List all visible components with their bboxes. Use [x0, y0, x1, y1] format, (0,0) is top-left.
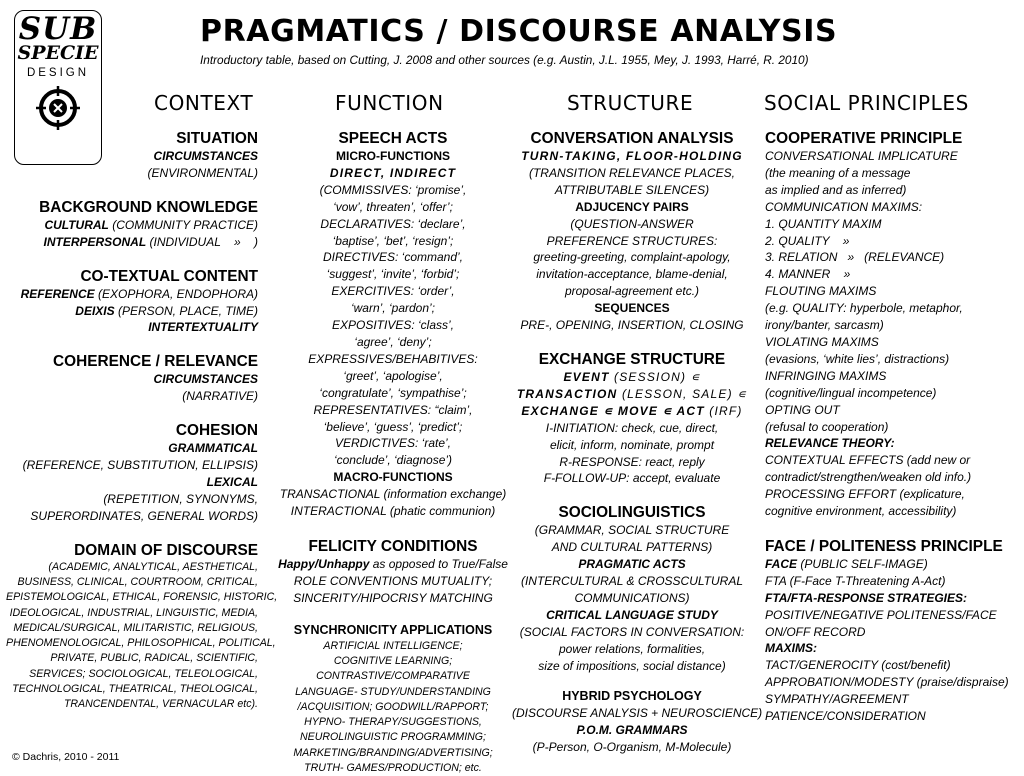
text-line: proposal-agreement etc.): [564, 284, 700, 299]
text-line: INTERTEXTUALITY: [148, 320, 258, 335]
text-line: CIRCUMSTANCES: [153, 372, 258, 387]
coop-line: CONVERSATIONAL IMPLICATURE: [765, 149, 958, 163]
text-line: ATTRIBUTABLE SILENCES): [554, 182, 710, 197]
speech-act-line: EXERCITIVES: ‘order’,: [331, 284, 455, 299]
text-line: I-INITIATION: check, cue, direct,: [545, 420, 719, 435]
section-title: SOCIOLINGUISTICS: [558, 504, 706, 522]
social-principles-column: [765, 129, 1020, 725]
text-line: TRANSACTIONAL (information exchange): [279, 487, 507, 502]
text-span: (IRF): [704, 403, 743, 418]
sync-line: TRUTH- GAMES/PRODUCTION; etc.: [304, 762, 482, 775]
coop-line: 3. RELATION » (RELEVANCE): [765, 250, 945, 265]
domain-line: EPISTEMOLOGICAL, ETHICAL, FORENSIC, HISTORIC,: [6, 591, 278, 604]
text-line: [6, 234, 258, 251]
section-title: HYBRID PSYCHOLOGY: [562, 689, 702, 704]
text-line: R-RESPONSE: react, reply: [559, 454, 705, 469]
text-span: Happy/Unhappy: [278, 556, 370, 571]
text-line: RELEVANCE THEORY:: [765, 436, 895, 451]
target-icon: [35, 85, 81, 131]
coop-line: FLOUTING MAXIMS: [765, 284, 877, 299]
text-line: (SOCIAL FACTORS IN CONVERSATION:: [519, 624, 745, 639]
speech-act-line: ‘greet’, ‘apologise’,: [343, 368, 443, 383]
text-line: [765, 556, 1020, 573]
sync-line: MARKETING/BRANDING/ADVERTISING;: [293, 746, 493, 759]
text-line: AND CULTURAL PATTERNS): [551, 540, 713, 555]
text-line: (QUESTION-ANSWER: [570, 216, 694, 231]
section-title: FELICITY CONDITIONS: [308, 537, 478, 555]
section-title: EXCHANGE STRUCTURE: [538, 350, 726, 368]
speech-act-line: ‘congratulate’, ‘sympathise’;: [319, 385, 467, 400]
sync-line: LANGUAGE- STUDY/UNDERSTANDING: [295, 685, 491, 698]
speech-act-line: VERDICTIVES: ‘rate’,: [334, 436, 452, 451]
text-line: PATIENCE/CONSIDERATION: [765, 709, 926, 724]
section-title: COHERENCE / RELEVANCE: [53, 353, 258, 371]
text-line: INTERACTIONAL (phatic communion): [290, 504, 496, 519]
text-line: F-FOLLOW-UP: accept, evaluate: [543, 471, 721, 486]
section-title: FACE / POLITENESS PRINCIPLE: [765, 537, 1003, 555]
text-span: (EXOPHORA, ENDOPHORA): [94, 286, 258, 301]
text-line: (ENVIRONMENTAL): [147, 165, 258, 180]
text-line: MACRO-FUNCTIONS: [333, 470, 453, 485]
coop-line: irony/banter, sarcasm): [765, 318, 884, 333]
text-line: MICRO-FUNCTIONS: [336, 149, 450, 163]
section-title: SYNCHRONICITY APPLICATIONS: [293, 622, 493, 637]
header-context: CONTEXT: [154, 91, 254, 115]
speech-act-line: ‘agree’, ‘deny’;: [354, 334, 432, 349]
text-line: ADJUCENCY PAIRS: [575, 199, 689, 214]
text-span: (COMMUNITY PRACTICE): [108, 217, 258, 232]
speech-act-line: ‘vow’, threaten’, ‘offer’;: [333, 199, 453, 214]
text-line: TURN-TAKING, FLOOR-HOLDING: [521, 149, 743, 163]
coop-line: (refusal to cooperation): [765, 419, 889, 434]
coop-line: (evasions, ‘white lies’, distractions): [765, 351, 950, 366]
logo-specie: SPECIE: [17, 42, 99, 64]
text-span: (LESSON, SALE) ∊: [617, 386, 748, 401]
text-span: (INDIVIDUAL » ): [146, 234, 258, 249]
text-line: COMMUNICATIONS): [574, 590, 690, 605]
text-line: GRAMMATICAL: [168, 441, 258, 456]
text-line: (REFERENCE, SUBSTITUTION, ELLIPSIS): [22, 458, 258, 473]
page-title: PRAGMATICS / DISCOURSE ANALYSIS: [200, 14, 838, 49]
sync-line: ARTIFICIAL INTELLIGENCE;: [323, 639, 463, 652]
text-line: (GRAMMAR, SOCIAL STRUCTURE: [534, 523, 730, 538]
domain-line: IDEOLOGICAL, INDUSTRIAL, LINGUISTIC, MEDIA,: [9, 606, 258, 619]
text-line: (NARRATIVE): [182, 389, 258, 404]
text-line: LEXICAL: [206, 474, 258, 489]
header-structure: STRUCTURE: [567, 91, 694, 115]
text-line: (DISCOURSE ANALYSIS + NEUROSCIENCE): [512, 706, 763, 721]
text-line: CIRCUMSTANCES: [153, 149, 258, 163]
text-line: ROLE CONVENTIONS MUTUALITY;: [293, 573, 493, 588]
function-column: [266, 129, 520, 776]
text-line: CRITICAL LANGUAGE STUDY: [546, 607, 718, 622]
text-line: FTA/FTA-RESPONSE STRATEGIES:: [765, 590, 968, 605]
text-span: EXCHANGE ∊ MOVE ∊ ACT: [521, 403, 705, 418]
speech-act-line: (COMMISSIVES: ‘promise’,: [319, 182, 467, 197]
coop-line: COMMUNICATION MAXIMS:: [765, 199, 923, 214]
domain-line: PHENOMENOLOGICAL, PHILOSOPHICAL, POLITICAL,: [6, 637, 276, 650]
text-line: elicit, inform, nominate, prompt: [549, 437, 715, 452]
text-line: SINCERITY/HIPOCRISY MATCHING: [293, 590, 493, 605]
text-line: DIRECT, INDIRECT: [329, 165, 457, 180]
coop-line: (the meaning of a message: [765, 165, 911, 180]
text-line: MAXIMS:: [765, 641, 817, 656]
text-line: P.O.M. GRAMMARS: [576, 723, 688, 738]
coop-line: VIOLATING MAXIMS: [765, 334, 879, 349]
text-span: (SESSION) ∊: [609, 369, 701, 384]
speech-act-line: DECLARATIVES: ‘declare’,: [320, 216, 466, 231]
text-line: (INTERCULTURAL & CROSSCULTURAL: [520, 574, 744, 589]
section-title: DOMAIN OF DISCOURSE: [74, 541, 258, 559]
text-span: (PUBLIC SELF-IMAGE): [797, 556, 928, 571]
relevance-line: CONTEXTUAL EFFECTS (add new or: [765, 453, 971, 468]
text-line: [512, 403, 752, 420]
relevance-line: cognitive environment, accessibility): [765, 504, 957, 519]
page-subtitle: Introductory table, based on Cutting, J. 2008 and other sources (e.g. Austin, J.L. 1955, Mey, J. 1993, Harré, R. 2010): [200, 53, 809, 67]
domain-line: SERVICES; SOCIOLOGICAL, TELEOLOGICAL,: [29, 667, 258, 680]
speech-act-line: EXPRESSIVES/BEHABITIVES:: [308, 351, 478, 366]
speech-act-line: ‘baptise’, ‘bet’, ‘resign’;: [332, 233, 454, 248]
text-line: TACT/GENEROCITY (cost/benefit): [765, 658, 951, 673]
text-line: [512, 369, 752, 386]
sync-line: COGNITIVE LEARNING;: [333, 654, 453, 667]
domain-line: TRANCENDENTAL, VERNACULAR etc).: [63, 698, 258, 711]
coop-line: 2. QUALITY »: [765, 233, 850, 248]
text-line: POSITIVE/NEGATIVE POLITENESS/FACE: [765, 607, 997, 622]
header-social-principles: SOCIAL PRINCIPLES: [764, 91, 969, 115]
section-title: SITUATION: [176, 130, 258, 147]
text-line: APPROBATION/MODESTY (praise/dispraise): [765, 675, 1009, 690]
text-span: as opposed to True/False: [369, 556, 508, 571]
text-span: REFERENCE: [20, 286, 95, 301]
text-span: FACE: [765, 556, 798, 571]
text-line: PRE-, OPENING, INSERTION, CLOSING: [520, 318, 744, 333]
relevance-line: PROCESSING EFFORT (explicature,: [765, 487, 965, 502]
text-line: PREFERENCE STRUCTURES:: [546, 233, 718, 248]
text-span: TRANSACTION: [516, 386, 618, 401]
domain-line: MEDICAL/SURGICAL, MILITARISTIC, RELIGIOUS,: [13, 621, 258, 634]
logo-design: DESIGN: [26, 67, 90, 79]
sync-line: CONTRASTIVE/COMPARATIVE: [316, 670, 470, 683]
text-line: FTA (F-Face T-Threatening A-Act): [765, 573, 946, 588]
speech-act-line: ‘conclude’, ‘diagnose’): [333, 453, 453, 468]
structure-column: [512, 129, 763, 756]
speech-act-line: EXPOSITIVES: ‘class’,: [331, 318, 455, 333]
text-line: (REPETITION, SYNONYMS,: [103, 491, 258, 506]
copyright: © Dachris, 2010 - 2011: [12, 751, 120, 763]
speech-act-line: ‘believe’, ‘guess’, ‘predict’;: [323, 419, 463, 434]
sync-line: NEUROLINGUISTIC PROGRAMMING;: [300, 731, 486, 744]
domain-line: BUSINESS, CLINICAL, COURTROOM, CRITICAL,: [17, 575, 258, 588]
coop-line: OPTING OUT: [765, 402, 840, 417]
text-line: [6, 286, 258, 303]
section-title: BACKGROUND KNOWLEDGE: [39, 198, 258, 216]
section-title: COHESION: [175, 422, 258, 440]
sync-line: HYPNO- THERAPY/SUGGESTIONS,: [304, 716, 482, 729]
coop-line: (e.g. QUALITY: hyperbole, metaphor,: [765, 301, 963, 316]
text-line: power relations, formalities,: [558, 641, 706, 656]
section-title: CONVERSATION ANALYSIS: [530, 130, 734, 147]
text-line: SYMPATHY/AGREEMENT: [765, 692, 909, 707]
relevance-line: contradict/strengthen/weaken old info.): [765, 470, 972, 485]
text-line: [6, 303, 258, 320]
text-span: (PERSON, PLACE, TIME): [114, 303, 258, 318]
text-line: [6, 217, 258, 234]
domain-line: PRIVATE, PUBLIC, RADICAL, SCIENTIFIC,: [50, 652, 258, 665]
section-title: SPEECH ACTS: [338, 130, 448, 147]
header-function: FUNCTION: [335, 91, 444, 115]
coop-line: as implied and as inferred): [765, 182, 907, 197]
logo-sub: SUB: [18, 11, 98, 47]
section-title: COOPERATIVE PRINCIPLE: [765, 130, 963, 147]
coop-line: INFRINGING MAXIMS: [765, 368, 887, 383]
speech-act-line: ‘warn’, ‘pardon’;: [350, 301, 436, 316]
speech-act-line: ‘suggest’, ‘invite’, ‘forbid’;: [326, 267, 460, 282]
domain-line: TECHNOLOGICAL, THEATRICAL, THEOLOGICAL,: [12, 683, 258, 696]
text-line: (TRANSITION RELEVANCE PLACES,: [528, 165, 736, 180]
text-line: (P-Person, O-Organism, M-Molecule): [532, 740, 732, 755]
coop-line: (cognitive/lingual incompetence): [765, 385, 937, 400]
speech-act-line: REPRESENTATIVES: “claim’,: [313, 402, 473, 417]
text-line: [512, 386, 752, 403]
text-line: ON/OFF RECORD: [765, 624, 866, 639]
coop-line: 4. MANNER »: [765, 267, 851, 282]
text-line: SEQUENCES: [594, 301, 670, 316]
context-column: [6, 129, 278, 713]
text-span: DEIXIS: [75, 303, 115, 318]
text-line: PRAGMATIC ACTS: [578, 557, 686, 572]
domain-line: (ACADEMIC, ANALYTICAL, AESTHETICAL,: [48, 560, 258, 573]
text-line: greeting-greeting, complaint-apology,: [533, 250, 731, 265]
text-line: [266, 556, 520, 573]
sync-line: /ACQUISITION; GOODWILL/RAPPORT;: [297, 700, 489, 713]
section-title: CO-TEXTUAL CONTENT: [80, 267, 258, 285]
text-line: SUPERORDINATES, GENERAL WORDS): [30, 508, 258, 523]
coop-line: 1. QUANTITY MAXIM: [765, 216, 882, 231]
text-span: EVENT: [563, 369, 610, 384]
text-line: size of impositions, social distance): [538, 658, 726, 673]
text-span: CULTURAL: [44, 217, 109, 232]
speech-act-line: DIRECTIVES: ‘command’,: [322, 250, 464, 265]
text-span: INTERPERSONAL: [43, 234, 147, 249]
text-line: invitation-acceptance, blame-denial,: [536, 267, 728, 282]
